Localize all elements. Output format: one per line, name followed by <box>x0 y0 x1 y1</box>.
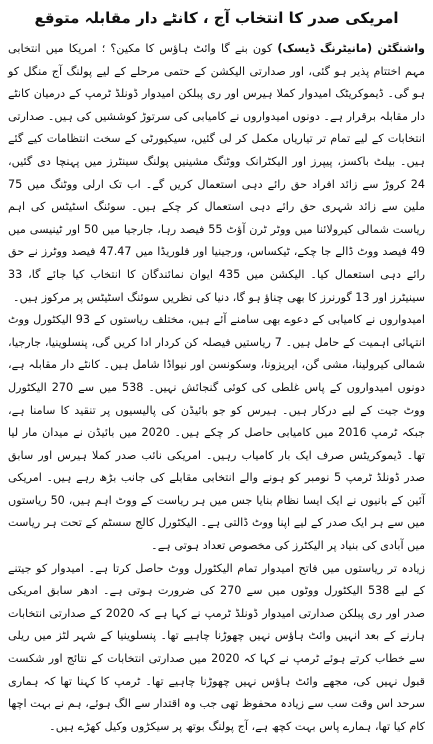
article-paragraph-3: زیادہ تر ریاستوں میں فاتح امیدوار تمام الیکٹورل ووٹ حاصل کرتا ہے۔ امیدوار کو جیتنے کے لیے 538 الیکٹورل ووٹوں میں سے 270 کی ضرورت ہوتی ہے۔ ادھر سابق امریکی صدر اور ری پبلکن صدارتی امیدوار ڈونلڈ ٹرمپ نے کہا ہے کہ 2020 کے صدارتی انتخابات ہارنے کے بعد انہیں وائٹ ہاؤس نہیں چھوڑنا چاہیے تھا۔ پنسلوینیا کے شہر لٹز میں ریلی سے خطاب کرتے ہوئے ٹرمپ نے کہا کہ 2020 میں صدارتی انتخابات کے نتائج اور شکست قبول نہیں کی، مجھے وائٹ ہاؤس نہیں چھوڑنا چاہیے تھا۔ ٹرمپ کا کہنا تھا کہ ہماری سرحد اس وقت سب سے زیادہ محفوظ تھی جب وہ اقتدار سے الگ ہوئے، ہم نے بہت اچھا کام کیا تھا، ہمارے پاس بہت کچھ ہے، آج پولنگ بوتھ پر سیکڑوں وکیل کھڑے ہیں۔ <box>8 561 425 733</box>
article-paragraph-1 <box>8 38 425 309</box>
paragraph-text-1: کون بنے گا وائٹ ہاؤس کا مکین؟ ؛ امریکا میں انتخابی مہم اختتام پذیر ہو گئی، اور صدارتی الیکشن کے حتمی مرحلے کے لیے پولنگ آج منگل کو ہو گی۔ ڈیموکریٹک امیدوار کملا ہیرس اور ری پبلکن امیدوار ڈونلڈ ٹرمپ کے درمیان کانٹے دار مقابلہ برقرار ہے۔ دونوں امیدواروں نے کامیابی کی سرتوڑ کوششیں کی ہیں۔ صدارتی انتخابات کے لیے تمام تر تیاریاں مکمل کر لی گئیں، سیکیورٹی کے سخت انتظامات کیے گئے ہیں۔ بیلٹ باکسز، پیپرز اور الیکٹرانک ووٹنگ مشینیں پولنگ سینٹرز میں پہنچا دی گئیں، 24 کروڑ سے زائد افراد حق رائے دہی استعمال کریں گے۔ اب تک ارلی ووٹنگ میں 75 ملین سے زائد شہری حق رائے دہی استعمال کر چکے ہیں۔ سوئنگ اسٹیٹس کی اہم ریاست شمالی کیرولائنا میں ووٹر ٹرن آؤٹ 55 فیصد رہا، جارجیا میں 50 اور ٹینیسی میں 49 فیصد ووٹ ڈالے جا چکے، ٹیکساس، ورجینیا اور فلوریڈا میں 47.47 فیصد ووٹرز نے حق رائے دہی استعمال کیا۔ الیکشن میں 435 ایوان نمائندگان کا انتخاب کیا جائے گا، 33 سینیٹرز اور 13 گورنرز کا بھی چناؤ ہو گا، دنیا کی نظریں سوئنگ اسٹیٹس پر مرکوز ہیں۔ <box>8 42 426 304</box>
article-headline: امریکی صدر کا انتخاب آج ، کانٹے دار مقابلہ متوقع <box>34 9 399 27</box>
article-body <box>8 38 425 738</box>
article-dateline: واشنگٹن (مانیٹرنگ ڈیسک) <box>277 42 425 55</box>
article-paragraph-2: امیدواروں نے کامیابی کے دعوے بھی سامنے آئے ہیں، مختلف ریاستوں کے 93 الیکٹورل ووٹ انتہائی اہمیت کے حامل ہیں۔ 7 ریاستیں فیصلہ کن کردار ادا کریں گی، پنسلوینیا، جارجیا، شمالی کیرولینا، مشی گن، ایریزونا، وسکونسن اور نیواڈا شامل ہیں۔ کانٹے دار مقابلہ ہے، دونوں امیدواروں کے پاس غلطی کی کوئی گنجائش نہیں۔ 538 میں سے 270 الیکٹورل ووٹ جیت کے لیے درکار ہیں۔ ہیرس کو جو بائیڈن کی پالیسیوں پر تنقید کا سامنا ہے، جبکہ ٹرمپ 2016 میں کامیابی حاصل کر چکے ہیں۔ 2020 میں بائیڈن نے میدان مار لیا تھا۔ ڈیموکریٹس صرف ایک بار کامیاب رہیں۔ امریکی نائب صدر کملا ہیرس اور سابق صدر ڈونلڈ ٹرمپ 5 نومبر کو ہونے والے انتخابی مقابلے کی جانب بڑھ رہے ہیں۔ امریکی آئین کے بانیوں نے ایک ایسا نظام بنایا جس میں ہر ریاست کے ووٹ اہم ہیں، 50 ریاستوں میں سے ہر ایک صدر کے لیے اپنا ووٹ ڈالتی ہے۔ الیکٹورل کالج سسٹم کے تحت ہر ریاست میں آبادی کی بنیاد پر الیکٹرز کی مخصوص تعداد ہوتی ہے۔ <box>8 313 425 553</box>
